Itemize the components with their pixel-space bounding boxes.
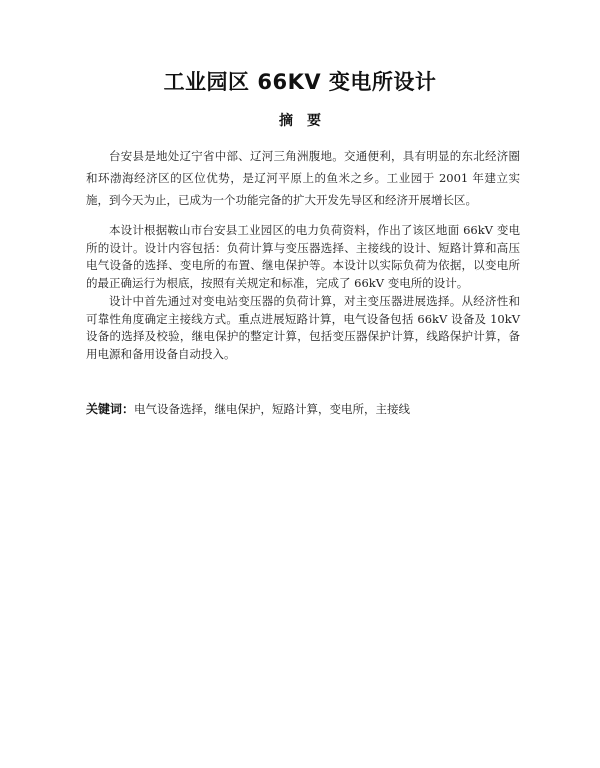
abstract-paragraph-1: 台安县是地处辽宁省中部、辽河三角洲腹地。交通便利，具有明显的东北经济圈和环渤海经济区的区位优势，是辽河平原上的鱼米之乡。工业园于 2001 年建立实施，到今天为止，已成为一个功能完备的扩大开发先导区和经济开展增长区。 [86,149,520,207]
document-title: 工业园区 66KV 变电所设计 [163,70,437,94]
keywords-line [86,400,526,418]
keywords-label: 关键词： [86,402,135,416]
abstract-paragraph-2: 本设计根据鞍山市台安县工业园区的电力负荷资料，作出了该区地面 66kV 变电所的设计。设计内容包括：负荷计算与变压器选择、主接线的设计、短路计算和高压电气设备的选择、变电所的布置、继电保护等。本设计以实际负荷为依据，以变电所的最正确运行为根底，按照有关规定和标准，完成了 66kV 变电所的设计。 [86,223,520,290]
abstract-paragraph-3: 设计中首先通过对变电站变压器的负荷计算，对主变压器进展选择。从经济性和可靠性角度确定主接线方式。重点进展短路计算，电气设备包括 66kV 设备及 10kV 设备的选择及校验，继电保护的整定计算，包括变压器保护计算，线路保护计算，备用电源和备用设备自动投入。 [86,294,520,361]
abstract-heading: 摘要 [279,113,335,129]
keywords-text: 电气设备选择，继电保护，短路计算，变电所，主接线 [134,402,411,416]
